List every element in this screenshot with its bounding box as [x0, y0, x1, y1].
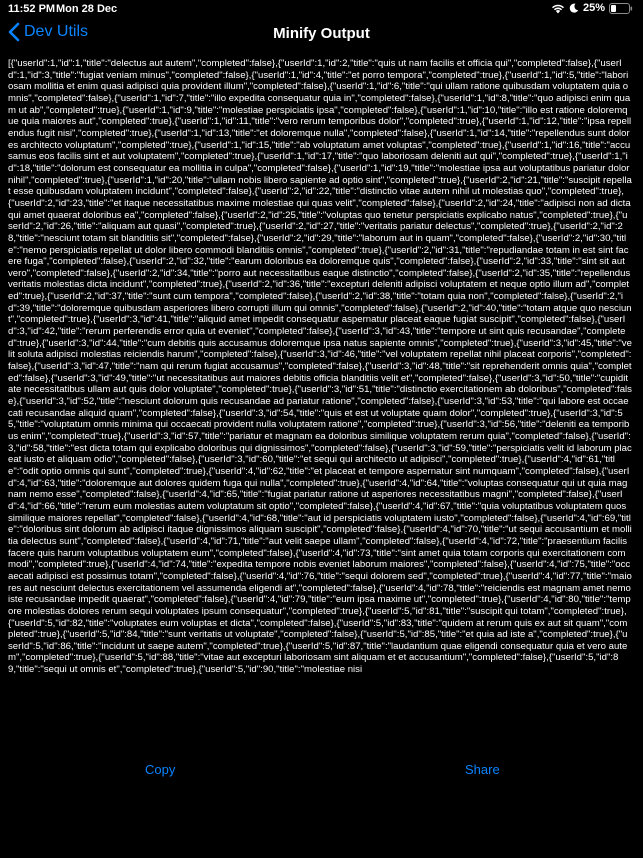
status-time: 11:52 PM	[8, 3, 56, 15]
wifi-icon	[551, 3, 565, 14]
battery-icon	[609, 3, 633, 14]
page-title: Minify Output	[273, 25, 370, 42]
copy-button[interactable]: Copy	[145, 762, 176, 777]
navigation-bar	[0, 18, 643, 50]
status-bar	[0, 0, 643, 18]
status-date: Mon 28 Dec	[56, 3, 118, 15]
battery-percent: 25%	[582, 2, 605, 14]
minified-output-text[interactable]: [{"userId":1,"id":1,"title":"delectus aut autem","completed":false},{"userId":1,"id":2,"title":"quis ut nam facilis et officia qui","completed":false},{"userId":1,"id":3,"title":"fugiat veniam minus","completed":false},{"userId":1,"id":4,"title":"et porro tempora","completed":true},{"userId":1,"id":5,"title":"laboriosam mollitia et enim quasi adipisci quia provident illum","completed":false},{"userId":1,"id":6,"title":"qui ullam ratione quibusdam voluptatem quia omnis","completed":false},{"userId":1,"id":7,"title":"illo expedita consequatur quia in","completed":false},{"userId":1,"id":8,"title":"quo adipisci enim quam ut ab","completed":true},{"userId":1,"id":9,"title":"molestiae perspiciatis ipsa","completed":false},{"userId":1,"id":10,"title":"illo est ratione doloremque quia maiores aut","completed":true},{"userId":1,"id":11,"title":"vero rerum temporibus dolor","completed":true},{"userId":1,"id":12,"title":"ipsa repellendus fugit nisi","completed":true},{"userId":1,"id":13,"title":"et doloremque nulla","completed":false},{"userId":1,"id":14,"title":"repellendus sunt dolores architecto voluptatum","completed":true},{"userId":1,"id":15,"title":"ab voluptatum amet voluptas","completed":true},{"userId":1,"id":16,"title":"accusamus eos facilis sint et aut voluptatem","completed":true},{"userId":1,"id":17,"title":"quo laboriosam deleniti aut qui","completed":true},{"userId":1,"id":18,"title":"dolorum est consequatur ea mollitia in culpa","completed":false},{"userId":1,"id":19,"title":"molestiae ipsa aut voluptatibus pariatur dolor nihil","completed":true},{"userId":1,"id":20,"title":"ullam nobis libero sapiente ad optio sint","completed":true},{"userId":2,"id":21,"title":"suscipit repellat esse quibusdam voluptatem incidunt","completed":false},{"userId":2,"id":22,"title":"distinctio vitae autem nihil ut molestias quo","completed":true},{"userId":2,"id":23,"title":"et itaque necessitatibus maxime molestiae qui quas velit","completed":false},{"userId":2,"id":24,"title":"adipisci non ad dicta qui amet quaerat doloribus ea","completed":false},{"userId":2,"id":25,"title":"voluptas quo tenetur perspiciatis explicabo natus","completed":true},{"userId":2,"id":26,"title":"aliquam aut quasi","completed":true},{"userId":2,"id":27,"title":"veritatis pariatur delectus","completed":true},{"userId":2,"id":28,"title":"nesciunt totam sit blanditiis sit","completed":false},{"userId":2,"id":29,"title":"laborum aut in quam","completed":false},{"userId":2,"id":30,"title":"nemo perspiciatis repellat ut dolor libero commodi blanditiis omnis","completed":true},{"userId":2,"id":31,"title":"repudiandae totam in est sint facere fuga","completed":false},{"userId":2,"id":32,"title":"earum doloribus ea doloremque quis","completed":false},{"userId":2,"id":33,"title":"sint sit aut vero","completed":false},{"userId":2,"id":34,"title":"porro aut necessitatibus eaque distinctio","completed":false},{"userId":2,"id":35,"title":"repellendus veritatis molestias dicta incidunt","completed":true},{"userId":2,"id":36,"title":"excepturi deleniti adipisci voluptatem et neque optio illum ad","completed":true},{"userId":2,"id":37,"title":"sunt cum tempora","completed":false},{"userId":2,"id":38,"title":"totam quia non","completed":false},{"userId":2,"id":39,"title":"doloremque quibusdam asperiores libero corrupti illum qui omnis","completed":false},{"userId":2,"id":40,"title":"totam atque quo nesciunt","completed":true},{"userId":3,"id":41,"title":"aliquid amet impedit consequatur aspernatur placeat eaque fugiat suscipit","completed":false},{"userId":3,"id":42,"title":"rerum perferendis error quia ut eveniet","completed":false},{"userId":3,"id":43,"title":"tempore ut sint quis recusandae","completed":true},{"userId":3,"id":44,"title":"cum debitis quis accusamus doloremque ipsa natus sapiente omnis","completed":true},{"userId":3,"id":45,"title":"velit soluta adipisci molestias reiciendis harum","completed":false},{"userId":3,"id":46,"title":"vel voluptatem repellat nihil placeat corporis","completed":false},{"userId":3,"id":47,"title":"nam qui rerum fugiat accusamus","completed":false},{"userId":3,"id":48,"title":"sit reprehenderit omnis quia","completed":false},{"userId":3,"id":49,"title":"ut necessitatibus aut maiores debitis officia blanditiis velit et","completed":false},{"userId":3,"id":50,"title":"cupiditate necessitatibus ullam aut quis dolor voluptate","completed":true},{"userId":3,"id":51,"title":"distinctio exercitationem ab doloribus","completed":false},{"userId":3,"id":52,"title":"nesciunt dolorum quis recusandae ad pariatur ratione","completed":false},{"userId":3,"id":53,"title":"qui labore est occaecati recusandae aliquid quam","completed":false},{"userId":3,"id":54,"title":"quis et est ut voluptate quam dolor","completed":true},{"userId":3,"id":55,"title":"voluptatum omnis minima qui occaecati provident nulla voluptatem ratione","completed":true},{"userId":3,"id":56,"title":"deleniti ea temporibus enim","completed":true},{"userId":3,"id":57,"title":"pariatur et magnam ea doloribus similique voluptatem rerum quia","completed":false},{"userId":3,"id":58,"title":"est dicta totam qui explicabo doloribus qui dignissimos","completed":false},{"userId":3,"id":59,"title":"perspiciatis velit id laborum placeat iusto et aliquam odio","completed":false},{"userId":3,"id":60,"title":"et sequi qui architecto ut adipisci","completed":true},{"userId":4,"id":61,"title":"odit optio omnis qui sunt","completed":true},{"userId":4,"id":62,"title":"et placeat et tempore aspernatur sint numquam","completed":false},{"userId":4,"id":63,"title":"doloremque aut dolores quidem fuga qui nulla","completed":true},{"userId":4,"id":64,"title":"voluptas consequatur qui ut quia magnam nemo esse","completed":false},{"userId":4,"id":65,"title":"fugiat pariatur ratione ut asperiores necessitatibus magni","completed":false},{"userId":4,"id":66,"title":"rerum eum molestias autem voluptatum sit optio","completed":false},{"userId":4,"id":67,"title":"quia voluptatibus voluptatem quos similique maiores repellat","completed":false},{"userId":4,"id":68,"title":"aut id perspiciatis voluptatem iusto","completed":false},{"userId":4,"id":69,"title":"doloribus sint dolorum ab adipisci itaque dignissimos aliquam suscipit","completed":false},{"userId":4,"id":70,"title":"ut sequi accusantium et mollitia delectus sunt","completed":false},{"userId":4,"id":71,"title":"aut velit saepe ullam","completed":false},{"userId":4,"id":72,"title":"praesentium facilis facere quis harum voluptatibus voluptatem eum","completed":false},{"userId":4,"id":73,"title":"sint amet quia totam corporis qui exercitationem commodi","completed":true},{"userId":4,"id":74,"title":"expedita tempore nobis eveniet laborum maiores","completed":false},{"userId":4,"id":75,"title":"occaecati adipisci est possimus totam","completed":false},{"userId":4,"id":76,"title":"sequi dolorem sed","completed":true},{"userId":4,"id":77,"title":"maiores aut nesciunt delectus exercitationem vel assumenda eligendi at","completed":false},{"userId":4,"id":78,"title":"reiciendis est magnam amet nemo iste recusandae impedit quaerat","completed":false},{"userId":4,"id":79,"title":"eum ipsa maxime ut","completed":true},{"userId":4,"id":80,"title":"tempore molestias dolores rerum sequi voluptates ipsum consequatur","completed":true},{"userId":5,"id":81,"title":"suscipit qui totam","completed":true},{"userId":5,"id":82,"title":"voluptates eum voluptas et dicta","completed":false},{"userId":5,"id":83,"title":"quidem at rerum quis ex aut sit quam","completed":true},{"userId":5,"id":84,"title":"sunt veritatis ut voluptate","completed":false},{"userId":5,"id":85,"title":"et quia ad iste a","completed":true},{"userId":5,"id":86,"title":"incidunt ut saepe autem","completed":true},{"userId":5,"id":87,"title":"laudantium quae eligendi consequatur quia et vero autem","completed":true},{"userId":5,"id":88,"title":"vitae aut excepturi laboriosam sint aliquam et et accusantium","completed":false},{"userId":5,"id":89,"title":"sequi ut omnis et","completed":true},{"userId":5,"id":90,"title":"molestiae nisi	[8, 58, 634, 676]
back-button-label: Dev Utils	[24, 23, 89, 40]
moon-icon	[569, 3, 579, 13]
action-bar	[0, 762, 643, 782]
status-indicators	[551, 2, 633, 14]
share-button[interactable]: Share	[465, 762, 500, 777]
